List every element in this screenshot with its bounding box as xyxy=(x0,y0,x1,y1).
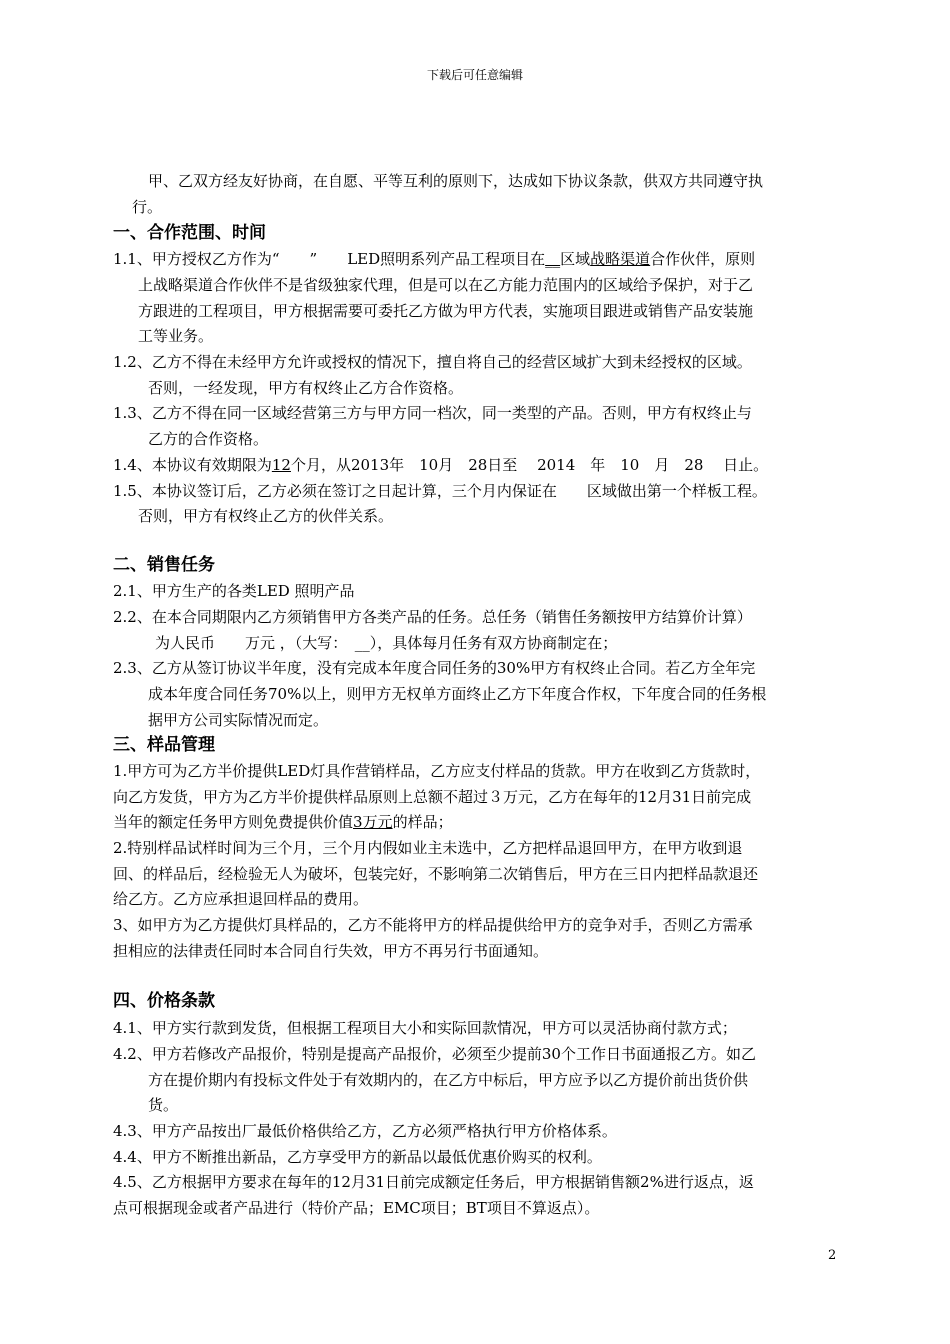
clause-1-1-line-4: 工等业务。 xyxy=(138,327,214,345)
clause-2-2-line-2: 为人民币 万元 ，（大写： __），具体每月任务有双方协商制定在； xyxy=(155,634,618,652)
sample-para-1-line-2: 向乙方发货，甲方为乙方半价提供样品原则上总额不超过３万元，乙方在每年的12月31日前完成 xyxy=(113,788,752,806)
section-1-title: 一、合作范围、时间 xyxy=(113,223,266,243)
clause-1-3-line-1: 1.3、乙方不得在同一区域经营第三方与甲方同一档次，同一类型的产品。否则，甲方有权终止与 xyxy=(113,404,752,422)
sample-para-2-line-1: 2.特别样品试样时间为三个月，三个月内假如业主未选中，乙方把样品退回甲方，在甲方收到退 xyxy=(113,839,743,857)
clause-2-3-line-1: 2.3、乙方从签订协议半年度，没有完成本年度合同任务的30%甲方有权终止合同。若乙方全年完 xyxy=(113,659,756,677)
clause-1-1-line-3: 方跟进的工程项目，甲方根据需要可委托乙方做为甲方代表，实施项目跟进或销售产品安装施 xyxy=(138,302,754,320)
clause-1-5-line-2: 否则，甲方有权终止乙方的伙伴关系。 xyxy=(138,507,394,525)
intro-line-1: 甲、乙双方经友好协商，在自愿、平等互利的原则下，达成如下协议条款，供双方共同遵守执 xyxy=(148,172,764,190)
clause-1-2-line-2: 否则，一经发现，甲方有权终止乙方合作资格。 xyxy=(148,379,464,397)
clause-2-3-line-2: 成本年度合同任务70%以上，则甲方无权单方面终止乙方下年度合作权，下年度合同的任务根 xyxy=(148,685,767,703)
clause-4-2-line-1: 4.2、甲方若修改产品报价，特别是提高产品报价，必须至少提前30个工作日书面通报乙方。如乙 xyxy=(113,1045,756,1063)
clause-2-1: 2.1、甲方生产的各类LED 照明产品 xyxy=(113,582,355,600)
clause-1-3-line-2: 乙方的合作资格。 xyxy=(148,430,269,448)
clause-1-2-line-1: 1.2、乙方不得在未经甲方允许或授权的情况下，擅自将自己的经营区域扩大到未经授权的区域。 xyxy=(113,353,752,371)
clause-2-3-line-3: 据甲方公司实际情况而定。 xyxy=(148,711,329,729)
sample-para-1-line-3: 当年的额定任务甲方则免费提供价值3万元的样品； xyxy=(113,813,453,831)
clause-4-2-line-3: 货。 xyxy=(148,1096,179,1114)
clause-4-3: 4.3、甲方产品按出厂最低价格供给乙方，乙方必须严格执行甲方价格体系。 xyxy=(113,1122,617,1140)
clause-4-2-line-2: 方在提价期内有投标文件处于有效期内的，在乙方中标后，甲方应予以乙方提价前出货价供 xyxy=(148,1071,749,1089)
sample-para-1-line-1: 1.甲方可为乙方半价提供LED灯具作营销样品，乙方应支付样品的货款。甲方在收到乙方货款时， xyxy=(113,762,761,780)
page-header: 下载后可任意编辑 xyxy=(426,68,523,82)
clause-4-5-line-2: 点可根据现金或者产品进行（特价产品；EMC项目；BT项目不算返点）。 xyxy=(113,1199,600,1217)
sample-para-2-line-3: 给乙方。乙方应承担退回样品的费用。 xyxy=(113,890,369,908)
clause-1-4: 1.4、本协议有效期限为12个月，从2013年 10月 28日至 2014 年 10 月 28 日止。 xyxy=(113,456,769,474)
clause-4-4: 4.4、甲方不断推出新品，乙方享受甲方的新品以最低优惠价购买的权利。 xyxy=(113,1148,602,1166)
sample-para-2-line-2: 回、的样品后，经检验无人为破坏，包装完好，不影响第二次销售后，甲方在三日内把样品款退还 xyxy=(113,865,759,883)
section-4-title: 四、价格条款 xyxy=(113,991,215,1011)
section-3-title: 三、样品管理 xyxy=(113,735,215,755)
intro-line-2: 行。 xyxy=(132,198,163,216)
clause-1-5-line-1: 1.5、本协议签订后，乙方必须在签订之日起计算，三个月内保证在 区域做出第一个样板工程。 xyxy=(113,482,767,500)
clause-1-1-line-1: 1.1、甲方授权乙方作为“ ” LED照明系列产品工程项目在__区域战略渠道合作伙伴，原则 xyxy=(113,250,756,268)
clause-1-1-line-2: 上战略渠道合作伙伴不是省级独家代理，但是可以在乙方能力范围内的区域给予保护，对于乙 xyxy=(138,276,754,294)
clause-4-1: 4.1、甲方实行款到发货，但根据工程项目大小和实际回款情况，甲方可以灵活协商付款方式； xyxy=(113,1019,737,1037)
sample-para-3-line-1: 3、如甲方为乙方提供灯具样品的，乙方不能将甲方的样品提供给甲方的竞争对手，否则乙方需承 xyxy=(113,916,753,934)
section-2-title: 二、销售任务 xyxy=(113,555,215,575)
sample-para-3-line-2: 担相应的法律责任同时本合同自行失效，甲方不再另行书面通知。 xyxy=(113,942,549,960)
page-number: 2 xyxy=(828,1248,837,1263)
clause-4-5-line-1: 4.5、乙方根据甲方要求在每年的12月31日前完成额定任务后，甲方根据销售额2%进行返点，返 xyxy=(113,1173,754,1191)
clause-2-2-line-1: 2.2、在本合同期限内乙方须销售甲方各类产品的任务。总任务（销售任务额按甲方结算价计算） xyxy=(113,608,752,626)
